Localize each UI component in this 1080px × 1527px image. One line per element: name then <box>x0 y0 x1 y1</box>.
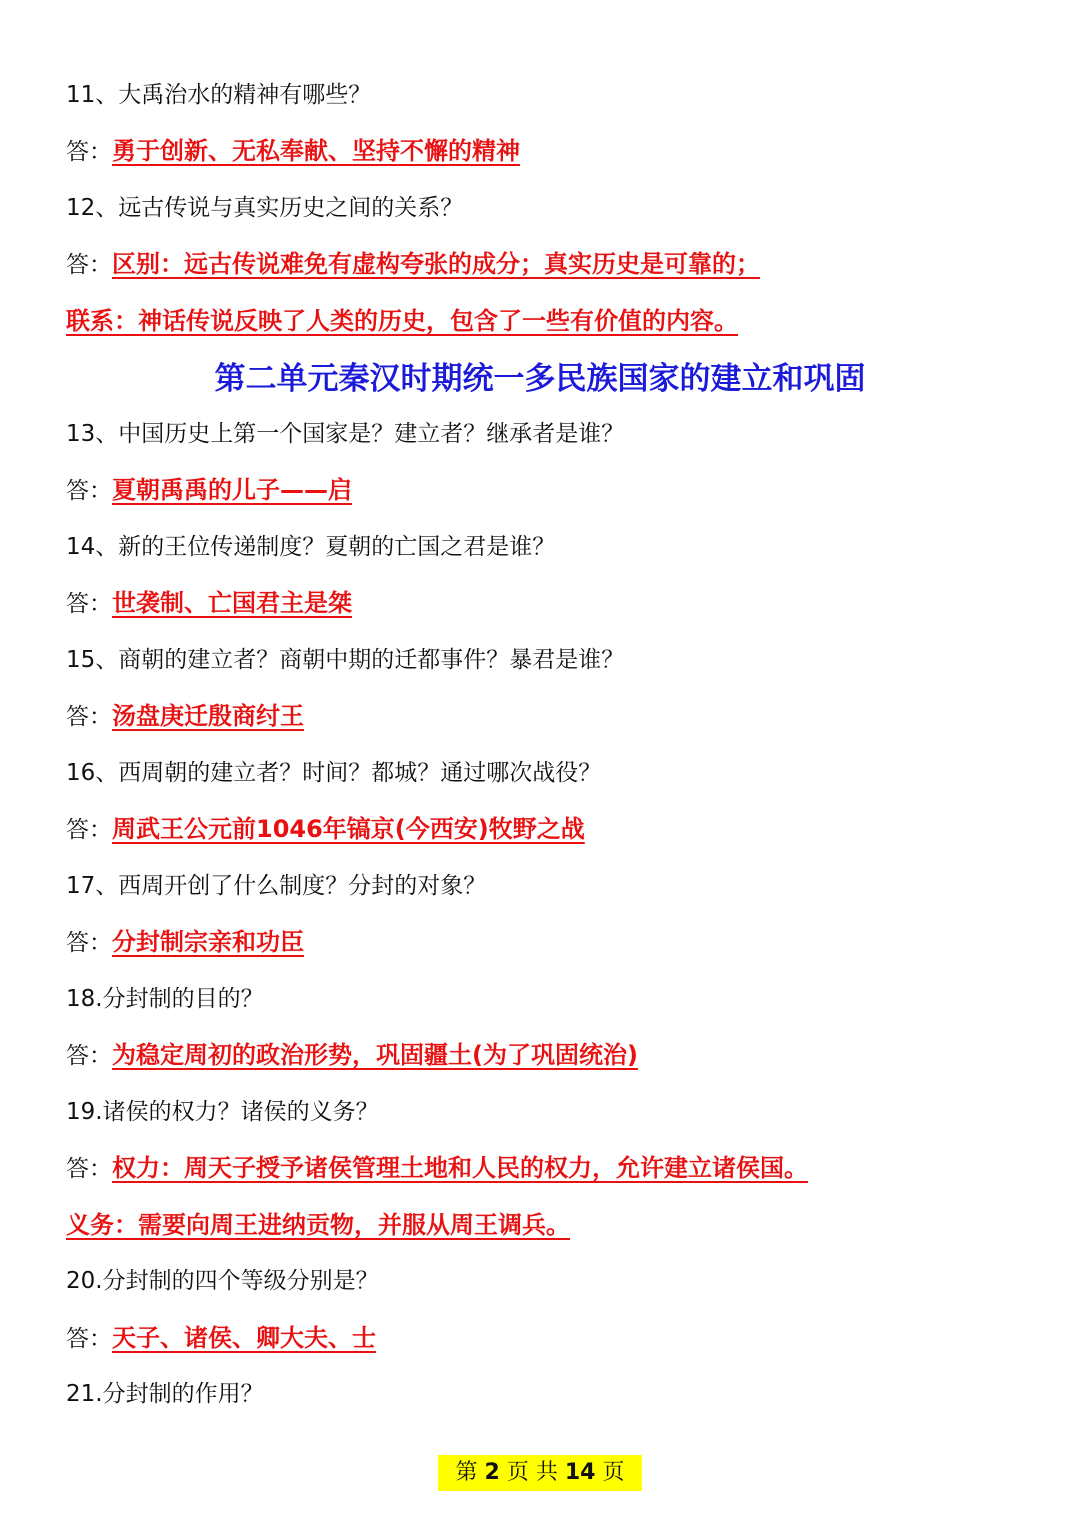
answer-prefix: 答： <box>66 252 112 278</box>
answer-line <box>66 809 585 849</box>
question-text: 16、西周朝的建立者？时间？都城？通过哪次战役？ <box>66 760 602 786</box>
question-line <box>66 527 555 567</box>
page-label-suffix: 页 <box>602 1460 625 1485</box>
answer-text: 世袭制、亡国君主是桀 <box>112 589 352 617</box>
answer-line <box>66 1318 376 1358</box>
answer-line <box>66 470 352 510</box>
question-text: 21.分封制的作用？ <box>66 1381 264 1407</box>
answer-prefix: 答： <box>66 139 112 165</box>
answer-text: 区别：远古传说难免有虚构夸张的成分；真实历史是可靠的； <box>112 250 760 278</box>
question-line <box>66 979 264 1019</box>
question-line <box>66 1092 379 1132</box>
answer-prefix: 答： <box>66 591 112 617</box>
question-text: 19.诸侯的权力？诸侯的义务？ <box>66 1099 379 1125</box>
answer-line <box>66 583 352 623</box>
page-label-prefix: 第 <box>455 1460 478 1485</box>
question-text: 17、西周开创了什么制度？分封的对象？ <box>66 873 487 899</box>
question-line <box>66 414 624 454</box>
question-text: 12、远古传说与真实历史之间的关系？ <box>66 195 464 221</box>
question-text: 15、商朝的建立者？商朝中期的迁都事件？暴君是谁？ <box>66 647 625 673</box>
answer-prefix: 答： <box>66 478 112 504</box>
question-line <box>66 1261 379 1301</box>
answer-prefix: 答： <box>66 817 112 843</box>
question-line <box>66 866 486 906</box>
question-text: 11、大禹治水的精神有哪些？ <box>66 82 372 108</box>
question-text: 14、新的王位传递制度？夏朝的亡国之君是谁？ <box>66 534 556 560</box>
question-text: 20.分封制的四个等级分别是？ <box>66 1268 379 1294</box>
question-text: 18.分封制的目的？ <box>66 986 264 1012</box>
question-line <box>66 640 624 680</box>
answer-line <box>66 696 304 736</box>
answer-prefix: 答： <box>66 1326 112 1352</box>
answer-text: 汤盘庚迁殷商纣王 <box>112 702 304 730</box>
answer-text: 分封制宗亲和功臣 <box>112 928 304 956</box>
answer-line <box>66 244 760 284</box>
answer-prefix: 答： <box>66 704 112 730</box>
question-line <box>66 1374 264 1414</box>
answer-continuation-line <box>66 1205 570 1245</box>
answer-line <box>66 1148 808 1188</box>
answer-continuation-line <box>66 301 738 341</box>
page-indicator <box>438 1455 642 1491</box>
answer-text: 夏朝禹禹的儿子——启 <box>112 476 352 504</box>
section-heading: 第二单元秦汉时期统一多民族国家的建立和巩固 <box>214 361 866 397</box>
answer-line <box>66 922 304 962</box>
answer-prefix: 答： <box>66 1043 112 1069</box>
question-line <box>66 188 463 228</box>
answer-text: 勇于创新、无私奉献、坚持不懈的精神 <box>112 137 520 165</box>
question-text: 13、中国历史上第一个国家是？建立者？继承者是谁？ <box>66 421 625 447</box>
answer-text: 天子、诸侯、卿大夫、士 <box>112 1324 376 1352</box>
page-label-middle: 页 共 <box>506 1460 558 1485</box>
answer-text: 为稳定周初的政治形势，巩固疆土(为了巩固统治) <box>112 1041 638 1069</box>
answer-prefix: 答： <box>66 1156 112 1182</box>
answer-line <box>66 1035 638 1075</box>
answer-line <box>66 131 520 171</box>
answer-text: 权力：周天子授予诸侯管理土地和人民的权力，允许建立诸侯国。 <box>112 1154 808 1182</box>
total-page-number: 14 <box>564 1460 596 1485</box>
answer-text: 义务：需要向周王进纳贡物，并服从周王调兵。 <box>66 1211 570 1239</box>
current-page-number: 2 <box>484 1460 500 1485</box>
answer-text: 联系：神话传说反映了人类的历史，包含了一些有价值的内容。 <box>66 307 738 335</box>
question-line <box>66 753 601 793</box>
answer-prefix: 答： <box>66 930 112 956</box>
question-line <box>66 75 371 115</box>
answer-text: 周武王公元前1046年镐京(今西安)牧野之战 <box>112 815 585 843</box>
